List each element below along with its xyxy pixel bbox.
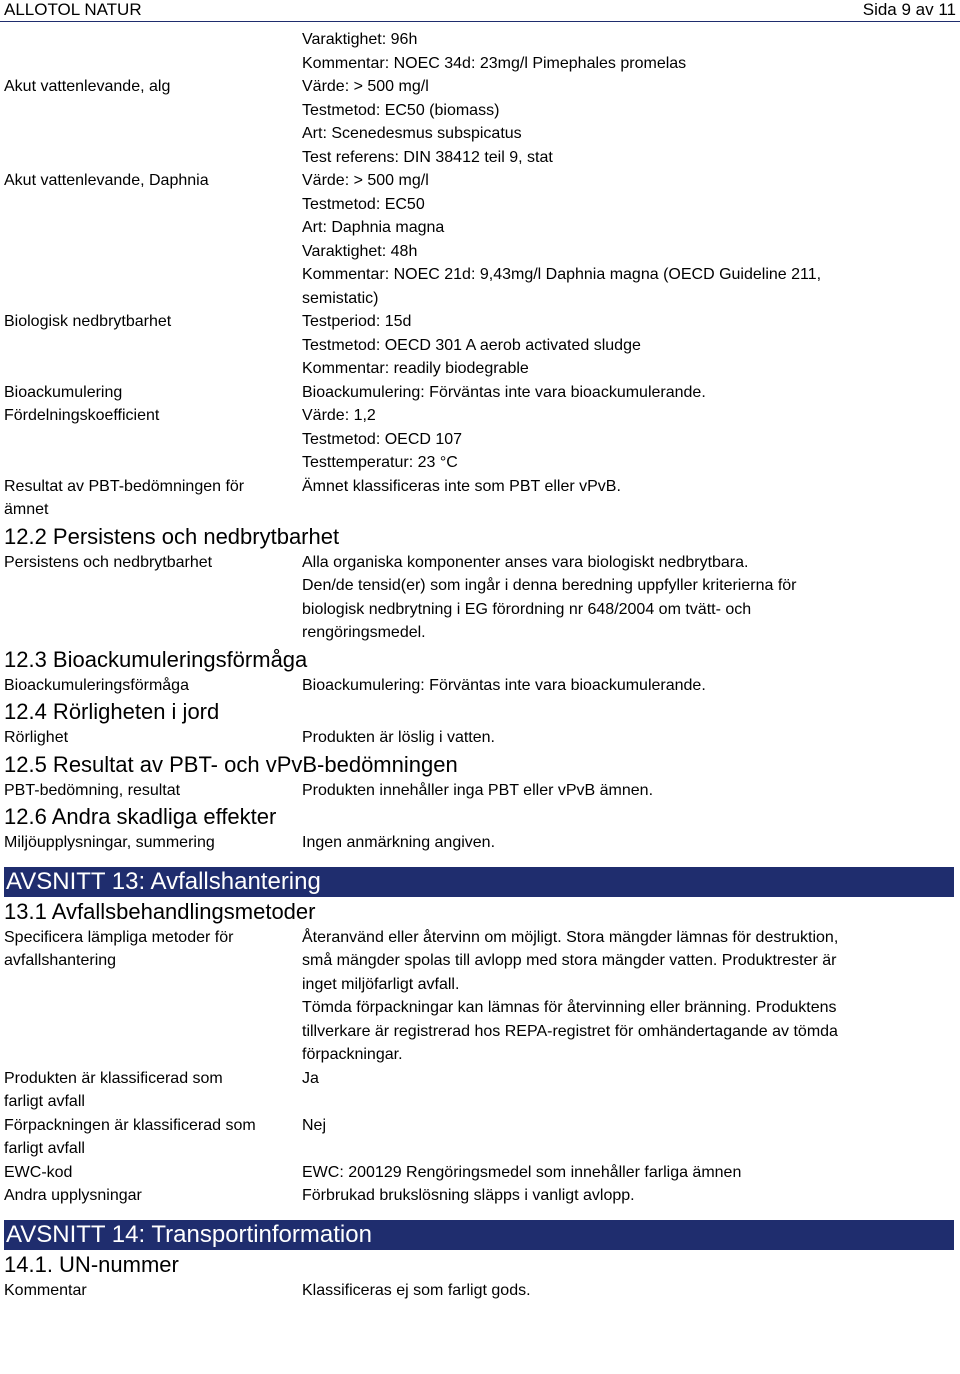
property-label: [0, 1114, 302, 1161]
property-label-line: PBT-bedömning, resultat: [4, 781, 181, 799]
document-body: [0, 28, 960, 1302]
property-value-line: Testmetod: OECD 301 A aerob activated sludge: [302, 336, 641, 354]
property-label-line: Resultat av PBT-bedömningen för: [4, 477, 245, 495]
property-value: [302, 1161, 952, 1185]
property-label-line: Bioackumulering: [4, 383, 123, 401]
property-row: [0, 551, 960, 645]
property-row: [0, 1114, 960, 1161]
property-label: [0, 28, 302, 75]
property-label: [0, 1067, 302, 1114]
property-value: [302, 831, 952, 855]
property-row: [0, 75, 960, 169]
property-label: [0, 726, 302, 750]
property-label-line: Produkten är klassificerad som: [4, 1069, 223, 1087]
subsection-heading: 14.1. UN-nummer: [4, 1251, 179, 1277]
property-value-line: Återanvänd eller återvinn om möjligt. Stora mängder lämnas för destruktion,: [302, 928, 839, 946]
property-value-line: Varaktighet: 96h: [302, 31, 418, 48]
property-label: [0, 831, 302, 855]
property-label-line: Persistens och nedbrytbarhet: [4, 553, 213, 571]
property-row: [0, 475, 960, 522]
property-value-line: Nej: [302, 1116, 327, 1134]
property-label: [0, 75, 302, 169]
property-value: [302, 28, 952, 75]
property-value-line: Värde: > 500 mg/l: [302, 78, 429, 95]
subsection-heading: 13.1 Avfallsbehandlingsmetoder: [4, 898, 316, 924]
property-row: [0, 310, 960, 381]
property-label-line: Specificera lämpliga metoder för: [4, 928, 234, 946]
property-label-line: Bioackumuleringsförmåga: [4, 676, 189, 694]
property-value-line: rengöringsmedel.: [302, 624, 426, 641]
property-label-line: Miljöupplysningar, summering: [4, 834, 215, 851]
property-row: [0, 674, 960, 698]
property-value-line: Testmetod: OECD 107: [302, 430, 463, 448]
property-value-line: Kommentar: NOEC 21d: 9,43mg/l Daphnia magna (OECD Guideline 211,: [302, 266, 822, 283]
property-label-line: Andra upplysningar: [4, 1187, 142, 1204]
property-value-line: tillverkare är registrerad hos REPA-registret för omhändertagande av tömda: [302, 1022, 838, 1040]
property-label: [0, 674, 302, 698]
property-label: [0, 1161, 302, 1185]
property-value-line: Tömda förpackningar kan lämnas för återvinning eller bränning. Produktens: [302, 999, 837, 1016]
property-value-line: EWC: 200129 Rengöringsmedel som innehåller farliga ämnen: [302, 1163, 742, 1181]
property-label-line: Rörlighet: [4, 729, 69, 746]
page-header: [0, 0, 960, 22]
property-label-line: farligt avfall: [4, 1093, 85, 1110]
property-value-line: Test referens: DIN 38412 teil 9, stat: [302, 148, 553, 166]
property-value-line: Ja: [302, 1069, 319, 1087]
property-value: [302, 169, 952, 310]
property-value-line: Alla organiska komponenter anses vara biologiskt nedbrytbara.: [302, 553, 749, 571]
property-row: [0, 1279, 960, 1303]
property-value-line: inget miljöfarligt avfall.: [302, 975, 460, 993]
property-value: [302, 310, 952, 381]
property-label: [0, 1184, 302, 1208]
property-row: [0, 1067, 960, 1114]
property-value-line: Den/de tensid(er) som ingår i denna beredning uppfyller kriterierna för: [302, 577, 797, 594]
subsection-heading: 12.2 Persistens och nedbrytbarhet: [4, 523, 340, 549]
property-label-line: Akut vattenlevande, alg: [4, 78, 171, 95]
property-value-line: Klassificeras ej som farligt gods.: [302, 1281, 531, 1299]
property-value: [302, 381, 952, 405]
property-value-line: Produkten innehåller inga PBT eller vPvB ämnen.: [302, 781, 654, 799]
property-value-line: Testmetod: EC50: [302, 195, 425, 213]
property-value: [302, 1279, 952, 1303]
property-value: [302, 1114, 952, 1161]
property-label-line: Förpackningen är klassificerad som: [4, 1116, 256, 1134]
property-value: [302, 926, 952, 1067]
property-value-line: förpackningar.: [302, 1046, 403, 1063]
property-label-line: avfallshantering: [4, 952, 117, 969]
property-row: [0, 926, 960, 1067]
property-row: [0, 404, 960, 475]
property-value-line: Värde: 1,2: [302, 407, 376, 424]
property-row: [0, 28, 960, 75]
product-name: ALLOTOL NATUR: [4, 0, 142, 19]
property-value-line: Testtemperatur: 23 °C: [302, 454, 458, 471]
property-value-line: Testperiod: 15d: [302, 313, 412, 330]
property-value-line: Kommentar: readily biodegrable: [302, 360, 529, 377]
property-value-line: Bioackumulering: Förväntas inte vara bioackumulerande.: [302, 676, 706, 694]
property-label: [0, 1279, 302, 1303]
property-value-line: Bioackumulering: Förväntas inte vara bioackumulerande.: [302, 383, 706, 401]
section-heading: AVSNITT 13: Avfallshantering: [4, 867, 954, 897]
section-heading: AVSNITT 14: Transportinformation: [4, 1220, 954, 1250]
page-number: Sida 9 av 11: [862, 0, 956, 19]
property-value-line: Ämnet klassificeras inte som PBT eller vPvB.: [302, 477, 621, 495]
subsection-heading: 12.3 Bioackumuleringsförmåga: [4, 646, 308, 672]
property-row: [0, 1184, 960, 1208]
property-value-line: biologisk nedbrytning i EG förordning nr 648/2004 om tvätt- och: [302, 600, 752, 618]
property-value-line: Ingen anmärkning angiven.: [302, 834, 496, 851]
property-label: [0, 926, 302, 1067]
property-value: [302, 726, 952, 750]
spacer: [0, 855, 960, 867]
property-row: [0, 381, 960, 405]
property-label-line: ämnet: [4, 501, 49, 518]
property-row: [0, 779, 960, 803]
subsection-heading: 12.6 Andra skadliga effekter: [4, 804, 277, 829]
property-label-line: Akut vattenlevande, Daphnia: [4, 172, 209, 189]
property-label-line: EWC-kod: [4, 1163, 73, 1181]
property-label-line: farligt avfall: [4, 1140, 85, 1157]
property-value-line: Kommentar: NOEC 34d: 23mg/l Pimephales promelas: [302, 54, 687, 72]
property-value: [302, 404, 952, 475]
property-value-line: Varaktighet: 48h: [302, 242, 418, 260]
subsection-heading: 12.4 Rörligheten i jord: [4, 699, 220, 724]
property-value-line: Värde: > 500 mg/l: [302, 172, 429, 189]
property-value-line: små mängder spolas till avlopp med stora mängder vatten. Produktrester är: [302, 952, 837, 969]
property-label: [0, 551, 302, 645]
property-value: [302, 1067, 952, 1114]
property-label-line: Biologisk nedbrytbarhet: [4, 313, 172, 330]
property-label: [0, 475, 302, 522]
property-label: [0, 381, 302, 405]
property-label: [0, 310, 302, 381]
property-value-line: Art: Scenedesmus subspicatus: [302, 125, 522, 142]
property-value-line: semistatic): [302, 289, 379, 307]
spacer: [0, 1208, 960, 1220]
property-label: [0, 779, 302, 803]
property-row: [0, 726, 960, 750]
property-value-line: Art: Daphnia magna: [302, 219, 445, 236]
property-value-line: Förbrukad brukslösning släpps i vanligt avlopp.: [302, 1187, 635, 1204]
property-value-line: Testmetod: EC50 (biomass): [302, 101, 500, 119]
property-row: [0, 831, 960, 855]
property-value: [302, 1184, 952, 1208]
property-value: [302, 475, 952, 522]
subsection-heading: 12.5 Resultat av PBT- och vPvB-bedömningen: [4, 751, 458, 777]
property-label-line: Fördelningskoefficient: [4, 407, 160, 424]
property-value: [302, 674, 952, 698]
property-label: [0, 169, 302, 310]
property-value: [302, 779, 952, 803]
property-label-line: Kommentar: [4, 1281, 87, 1299]
property-value-line: Produkten är löslig i vatten.: [302, 729, 495, 746]
property-value: [302, 75, 952, 169]
property-value: [302, 551, 952, 645]
property-label: [0, 404, 302, 475]
property-row: [0, 1161, 960, 1185]
property-row: [0, 169, 960, 310]
